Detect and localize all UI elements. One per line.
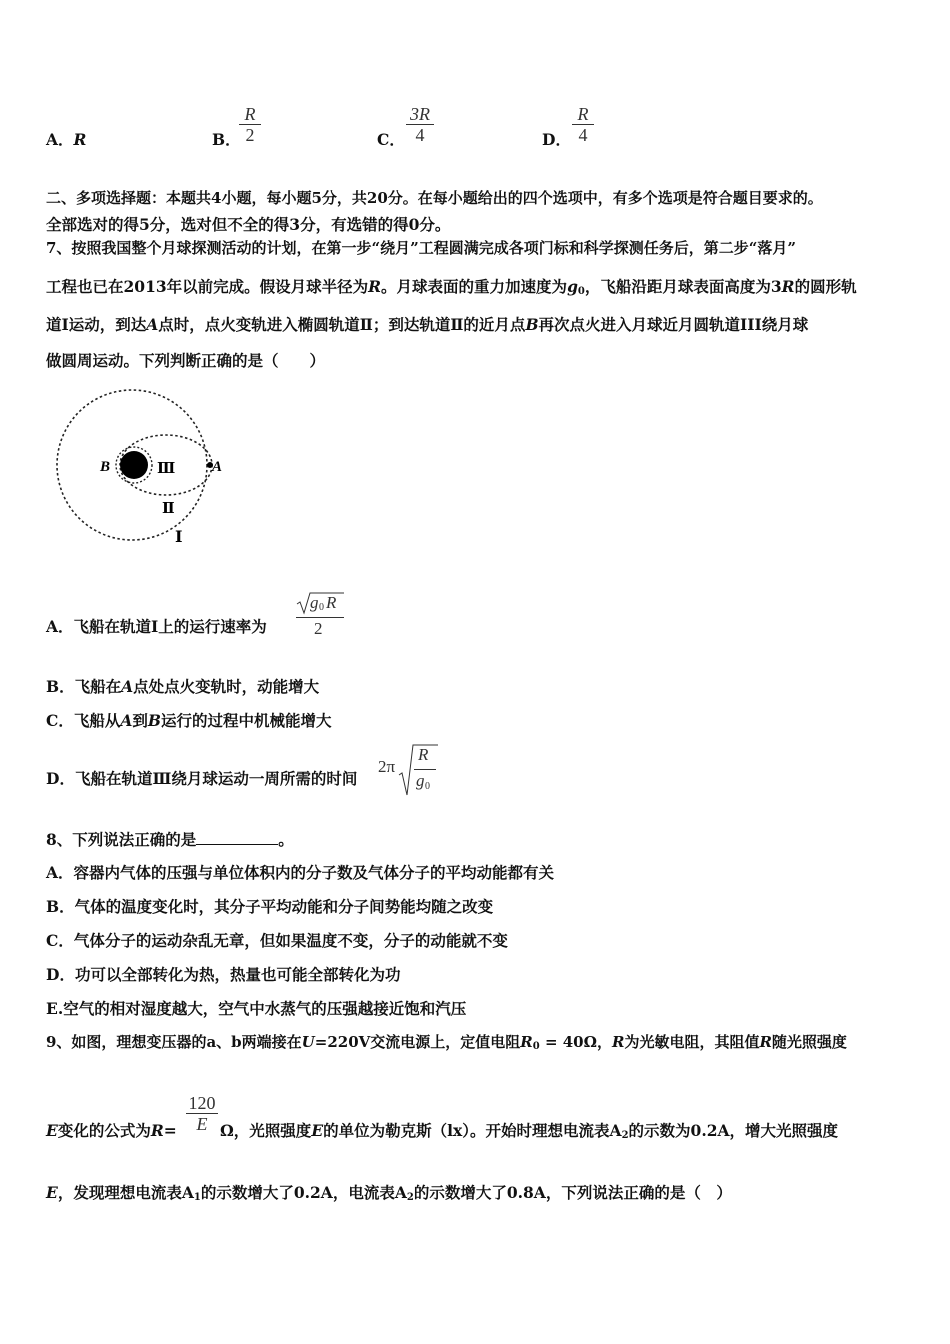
q9-line2-right: [220, 1119, 838, 1141]
var-A: A: [121, 677, 134, 696]
q6-option-d: [542, 128, 571, 150]
subscript: 2: [621, 1130, 629, 1141]
fraction-bar: [296, 617, 344, 618]
var-A: A: [146, 315, 159, 334]
q8-option-e: E.空气的相对湿度越大，空气中水蒸气的压强越接近饱和汽压: [46, 999, 467, 1018]
text: 到: [132, 711, 148, 730]
text: 运行的过程中机械能增大: [161, 711, 332, 730]
two-pi: 2π: [378, 757, 396, 776]
text: 。: [278, 830, 294, 849]
var-E: E: [311, 1121, 324, 1140]
text: 道Ⅰ运动，到达: [46, 315, 147, 334]
text: ，发现理想电流表A: [57, 1183, 194, 1202]
var-R: R: [368, 277, 382, 296]
label-A: A: [212, 459, 223, 475]
fraction-numerator: 3R: [410, 104, 430, 124]
q7-option-c: [46, 709, 332, 731]
q6-option-b: [212, 128, 241, 150]
text: 变化的公式为: [57, 1121, 151, 1140]
var-B: B: [525, 315, 539, 334]
q6-option-c: [377, 128, 405, 150]
label-III: Ⅲ: [157, 459, 176, 477]
q8-stem: [46, 828, 294, 850]
text: ，飞船沿距月球表面高度为3: [584, 277, 782, 296]
text: Ω，光照强度: [220, 1121, 312, 1140]
q6-option-a: [46, 128, 86, 150]
var-R: R: [150, 1121, 164, 1140]
answer-blank[interactable]: [196, 830, 278, 845]
text: C．飞船从: [46, 711, 121, 730]
var-U: U: [301, 1033, 315, 1051]
fraction-denominator: 2: [314, 619, 323, 638]
fraction-denominator: 4: [406, 124, 434, 145]
text: 9、如图，理想变压器的a、b两端接在: [46, 1033, 302, 1051]
var-R: R: [759, 1033, 772, 1051]
fraction-bar: [414, 769, 436, 770]
subscript: 0: [319, 602, 324, 613]
var-E: E: [46, 1121, 58, 1140]
label-I: Ⅰ: [175, 527, 183, 546]
var-g: g: [310, 593, 319, 612]
fraction-denominator: 4: [572, 124, 594, 145]
q8-option-d: D．功可以全部转化为热，热量也可能全部转化为功: [46, 965, 401, 984]
fraction-denominator: E: [186, 1113, 218, 1134]
subscript: 2: [406, 1192, 414, 1203]
var-R: R: [781, 277, 795, 296]
q7-line3: [46, 313, 808, 335]
text: 点处点火变轨时，动能增大: [133, 677, 320, 696]
q9-fraction: [186, 1093, 218, 1134]
subscript: 0: [577, 286, 585, 297]
text: 再次点火进入月球近月圆轨道III绕月球: [538, 315, 809, 334]
fraction-numerator: R: [244, 104, 256, 124]
q9-line2-left: [46, 1119, 177, 1141]
q9-line3: [46, 1181, 732, 1203]
text: B．飞船在: [46, 677, 122, 696]
q7-option-b: [46, 675, 319, 697]
subscript: 0: [425, 781, 430, 792]
var-R: R: [611, 1033, 625, 1051]
var-g: g: [416, 771, 425, 790]
q6-option-b-fraction: [239, 104, 261, 145]
option-value: R: [73, 130, 87, 149]
text: 的示数为0.2A，增大光照强度: [628, 1121, 839, 1140]
fraction-numerator: R: [577, 104, 589, 124]
orbit-diagram: [50, 385, 230, 555]
q6-option-d-fraction: [572, 104, 594, 145]
text: 工程也已在2013年以前完成。假设月球半径为: [46, 277, 369, 296]
option-label: C．: [377, 130, 405, 149]
var-g: g: [567, 277, 578, 296]
label-II: Ⅱ: [162, 499, 175, 517]
var-E: E: [46, 1183, 58, 1202]
fraction-numerator: R: [418, 745, 429, 764]
q7-line4: 做圆周运动。下列判断正确的是（ ）: [46, 351, 326, 370]
subscript: 0: [532, 1041, 540, 1052]
moon: [120, 451, 148, 479]
text: 为光敏电阻，其阻值: [624, 1033, 760, 1051]
text: 的示数增大了0.2A，电流表A: [200, 1183, 407, 1202]
text: 随光照强度: [771, 1033, 847, 1051]
var-R: R: [520, 1033, 533, 1051]
option-label: A．: [46, 130, 74, 149]
q6-option-c-fraction: [406, 104, 434, 145]
q7-line1: 7、按照我国整个月球探测活动的计划，在第一步“绕月”工程圆满完成各项门标和科学探测任务后，第二步“落月”: [46, 239, 796, 257]
q7-line2: [46, 275, 857, 297]
label-B: B: [100, 459, 111, 475]
text: 8、下列说法正确的是: [46, 830, 197, 849]
section-header-line2: 全部选对的得5分，选对但不全的得3分，有选错的得0分。: [46, 215, 451, 234]
var-B: B: [147, 711, 161, 730]
option-label: D．: [542, 130, 571, 149]
text: 的单位为勒克斯（lx）。开始时理想电流表A: [323, 1121, 622, 1140]
q7-option-d: D．飞船在轨道Ⅲ绕月球运动一周所需的时间: [46, 769, 358, 788]
q7-option-a-formula: [296, 590, 346, 642]
text: =220V交流电源上，定值电阻: [314, 1033, 521, 1051]
text: 的示数增大了0.8A，下列说法正确的是（ ）: [413, 1183, 732, 1202]
equals: =: [163, 1121, 177, 1140]
q7-option-a: A．飞船在轨道Ⅰ上的运行速率为: [46, 617, 267, 636]
text: 的圆形轨: [794, 277, 857, 296]
text: 。月球表面的重力加速度为: [381, 277, 568, 296]
q9-line1: [46, 1031, 847, 1052]
text: 点时，点火变轨进入椭圆轨道Ⅱ；到达轨道Ⅱ的近月点: [158, 315, 526, 334]
q8-option-c: C．气体分子的运动杂乱无章，但如果温度不变，分子的动能就不变: [46, 931, 508, 950]
q8-option-b: B．气体的温度变化时，其分子平均动能和分子间势能均随之改变: [46, 897, 494, 916]
q8-option-a: A．容器内气体的压强与单位体积内的分子数及气体分子的平均动能都有关: [46, 863, 555, 882]
var-A: A: [120, 711, 133, 730]
text: = 40Ω，: [539, 1033, 612, 1051]
section-header-line1: 二、多项选择题：本题共4小题，每小题5分，共20分。在每小题给出的四个选项中，有多个选项是符合题目要求的。: [46, 189, 823, 207]
fraction-denominator: 2: [239, 124, 261, 145]
q7-option-d-formula: [378, 740, 440, 800]
subscript: 1: [193, 1192, 201, 1203]
var-R: R: [326, 593, 337, 612]
fraction-numerator: 120: [188, 1093, 216, 1113]
option-label: B．: [212, 130, 241, 149]
